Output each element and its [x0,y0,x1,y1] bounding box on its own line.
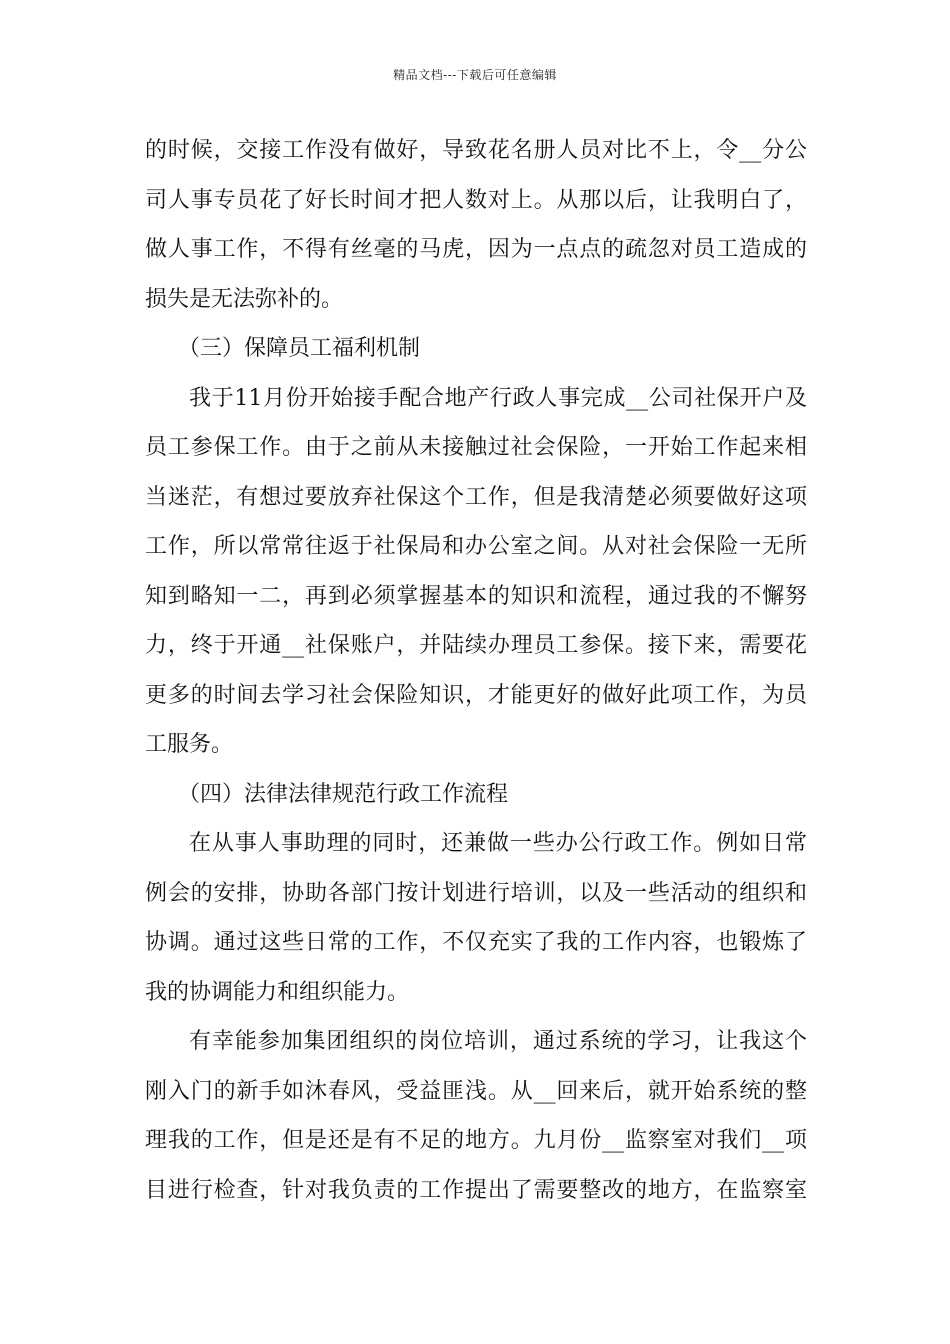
paragraph-line: 损失是无法弥补的。 [145,286,344,312]
paragraph-line: 例会的安排，协助各部门按计划进行培训，以及一些活动的组织和 [145,880,807,906]
paragraph-line: 有幸能参加集团组织的岗位培训，通过系统的学习，让我这个 [189,1029,807,1054]
paragraph-line: 目进行检查，针对我负责的工作提出了需要整改的地方，在监察室 [145,1177,807,1203]
paragraph-line: 司人事专员花了好长时间才把人数对上。从那以后，让我明白了， [145,187,807,213]
paragraph-line: 理我的工作，但是还是有不足的地方。九月份__监察室对我们__项 [145,1128,807,1153]
paragraph-line: 我于11月份开始接手配合地产行政人事完成__公司社保开户及 [189,385,807,411]
paragraph-line: 我的协调能力和组织能力。 [145,979,410,1005]
document-body [145,126,807,1215]
paragraph-line: 做人事工作，不得有丝毫的马虎，因为一点点的疏忽对员工造成的 [145,237,807,262]
paragraph-line: 工服务。 [145,732,234,757]
section-heading-3: （三）保障员工福利机制 [178,336,421,361]
paragraph-line: 员工参保工作。由于之前从未接触过社会保险，一开始工作起来相 [145,435,807,460]
section-heading-4: （四）法律法律规范行政工作流程 [178,781,509,807]
paragraph-line: 的时候，交接工作没有做好，导致花名册人员对比不上，令__分公 [145,138,807,163]
paragraph-line: 刚入门的新手如沐春风，受益匪浅。从__回来后，就开始系统的整 [145,1078,807,1104]
paragraph-line: 知到略知一二，再到必须掌握基本的知识和流程，通过我的不懈努 [145,583,807,609]
paragraph-line: 当迷茫，有想过要放弃社保这个工作，但是我清楚必须要做好这项 [145,484,807,510]
paragraph-line: 协调。通过这些日常的工作，不仅充实了我的工作内容，也锻炼了 [145,930,807,955]
paragraph-line: 工作，所以常常往返于社保局和办公室之间。从对社会保险一无所 [145,534,807,559]
paragraph-line: 在从事人事助理的同时，还兼做一些办公行政工作。例如日常 [189,831,807,856]
paragraph-line: 更多的时间去学习社会保险知识，才能更好的做好此项工作，为员 [145,682,807,708]
paragraph-line: 力，终于开通__社保账户，并陆续办理员工参保。接下来，需要花 [145,633,807,658]
page-header: 精品文档---下载后可任意编辑 [393,68,557,82]
